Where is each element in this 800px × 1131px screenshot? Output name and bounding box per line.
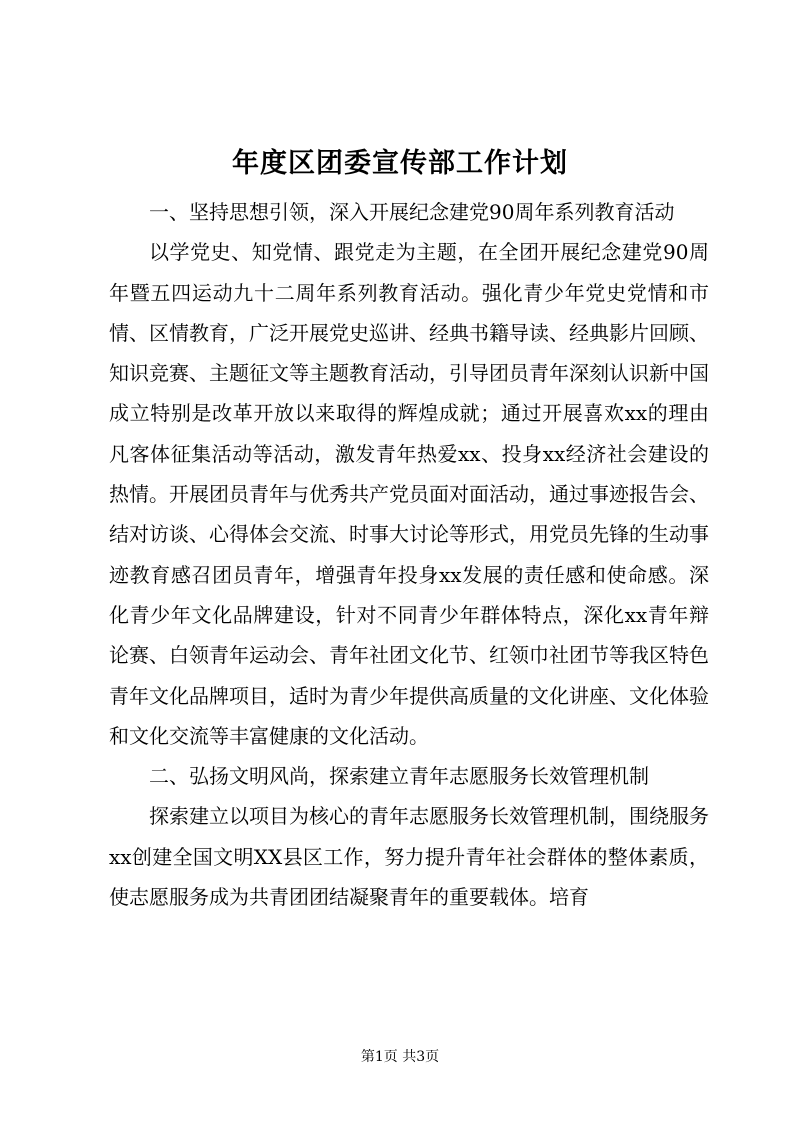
body-paragraph-1: 以学党史、知党情、跟党走为主题，在全团开展纪念建党90周年暨五四运动九十二周年系列教育活动。强化青少年党史党情和市情、区情教育，广泛开展党史巡讲、经典书籍导读、经典影片回顾、知识竞赛、主题征文等主题教育活动，引导团员青年深刻认识新中国成立特别是改革开放以来取得的辉煌成就；通过开展喜欢xx的理由凡客体征集活动等活动，激发青年热爱xx、投身xx经济社会建设的热情。开展团员青年与优秀共产党员面对面活动，通过事迹报告会、结对访谈、心得体会交流、时事大讨论等形式，用党员先锋的生动事迹教育感召团员青年，增强青年投身xx发展的责任感和使命感。深化青少年文化品牌建设，针对不同青少年群体特点，深化xx青年辩论赛、白领青年运动会、青年社团文化节、红领巾社团节等我区特色青年文化品牌项目，适时为青少年提供高质量的文化讲座、文化体验和文化交流等丰富健康的文化活动。 <box>109 240 709 748</box>
body-paragraph-2: 探索建立以项目为核心的青年志愿服务长效管理机制，围绕服务xx创建全国文明XX县区工作，努力提升青年社会群体的整体素质，使志愿服务成为共青团团结凝聚青年的重要载体。培育 <box>109 804 709 910</box>
document-title: 年度区团委宣传部工作计划 <box>232 148 568 179</box>
section-heading-2: 二、弘扬文明风尚，探索建立青年志愿服务长效管理机制 <box>149 764 649 789</box>
page-footer: 第1页 共3页 <box>360 1049 440 1065</box>
section-heading-1: 一、坚持思想引领，深入开展纪念建党90周年系列教育活动 <box>149 200 675 224</box>
document-body <box>109 192 709 917</box>
